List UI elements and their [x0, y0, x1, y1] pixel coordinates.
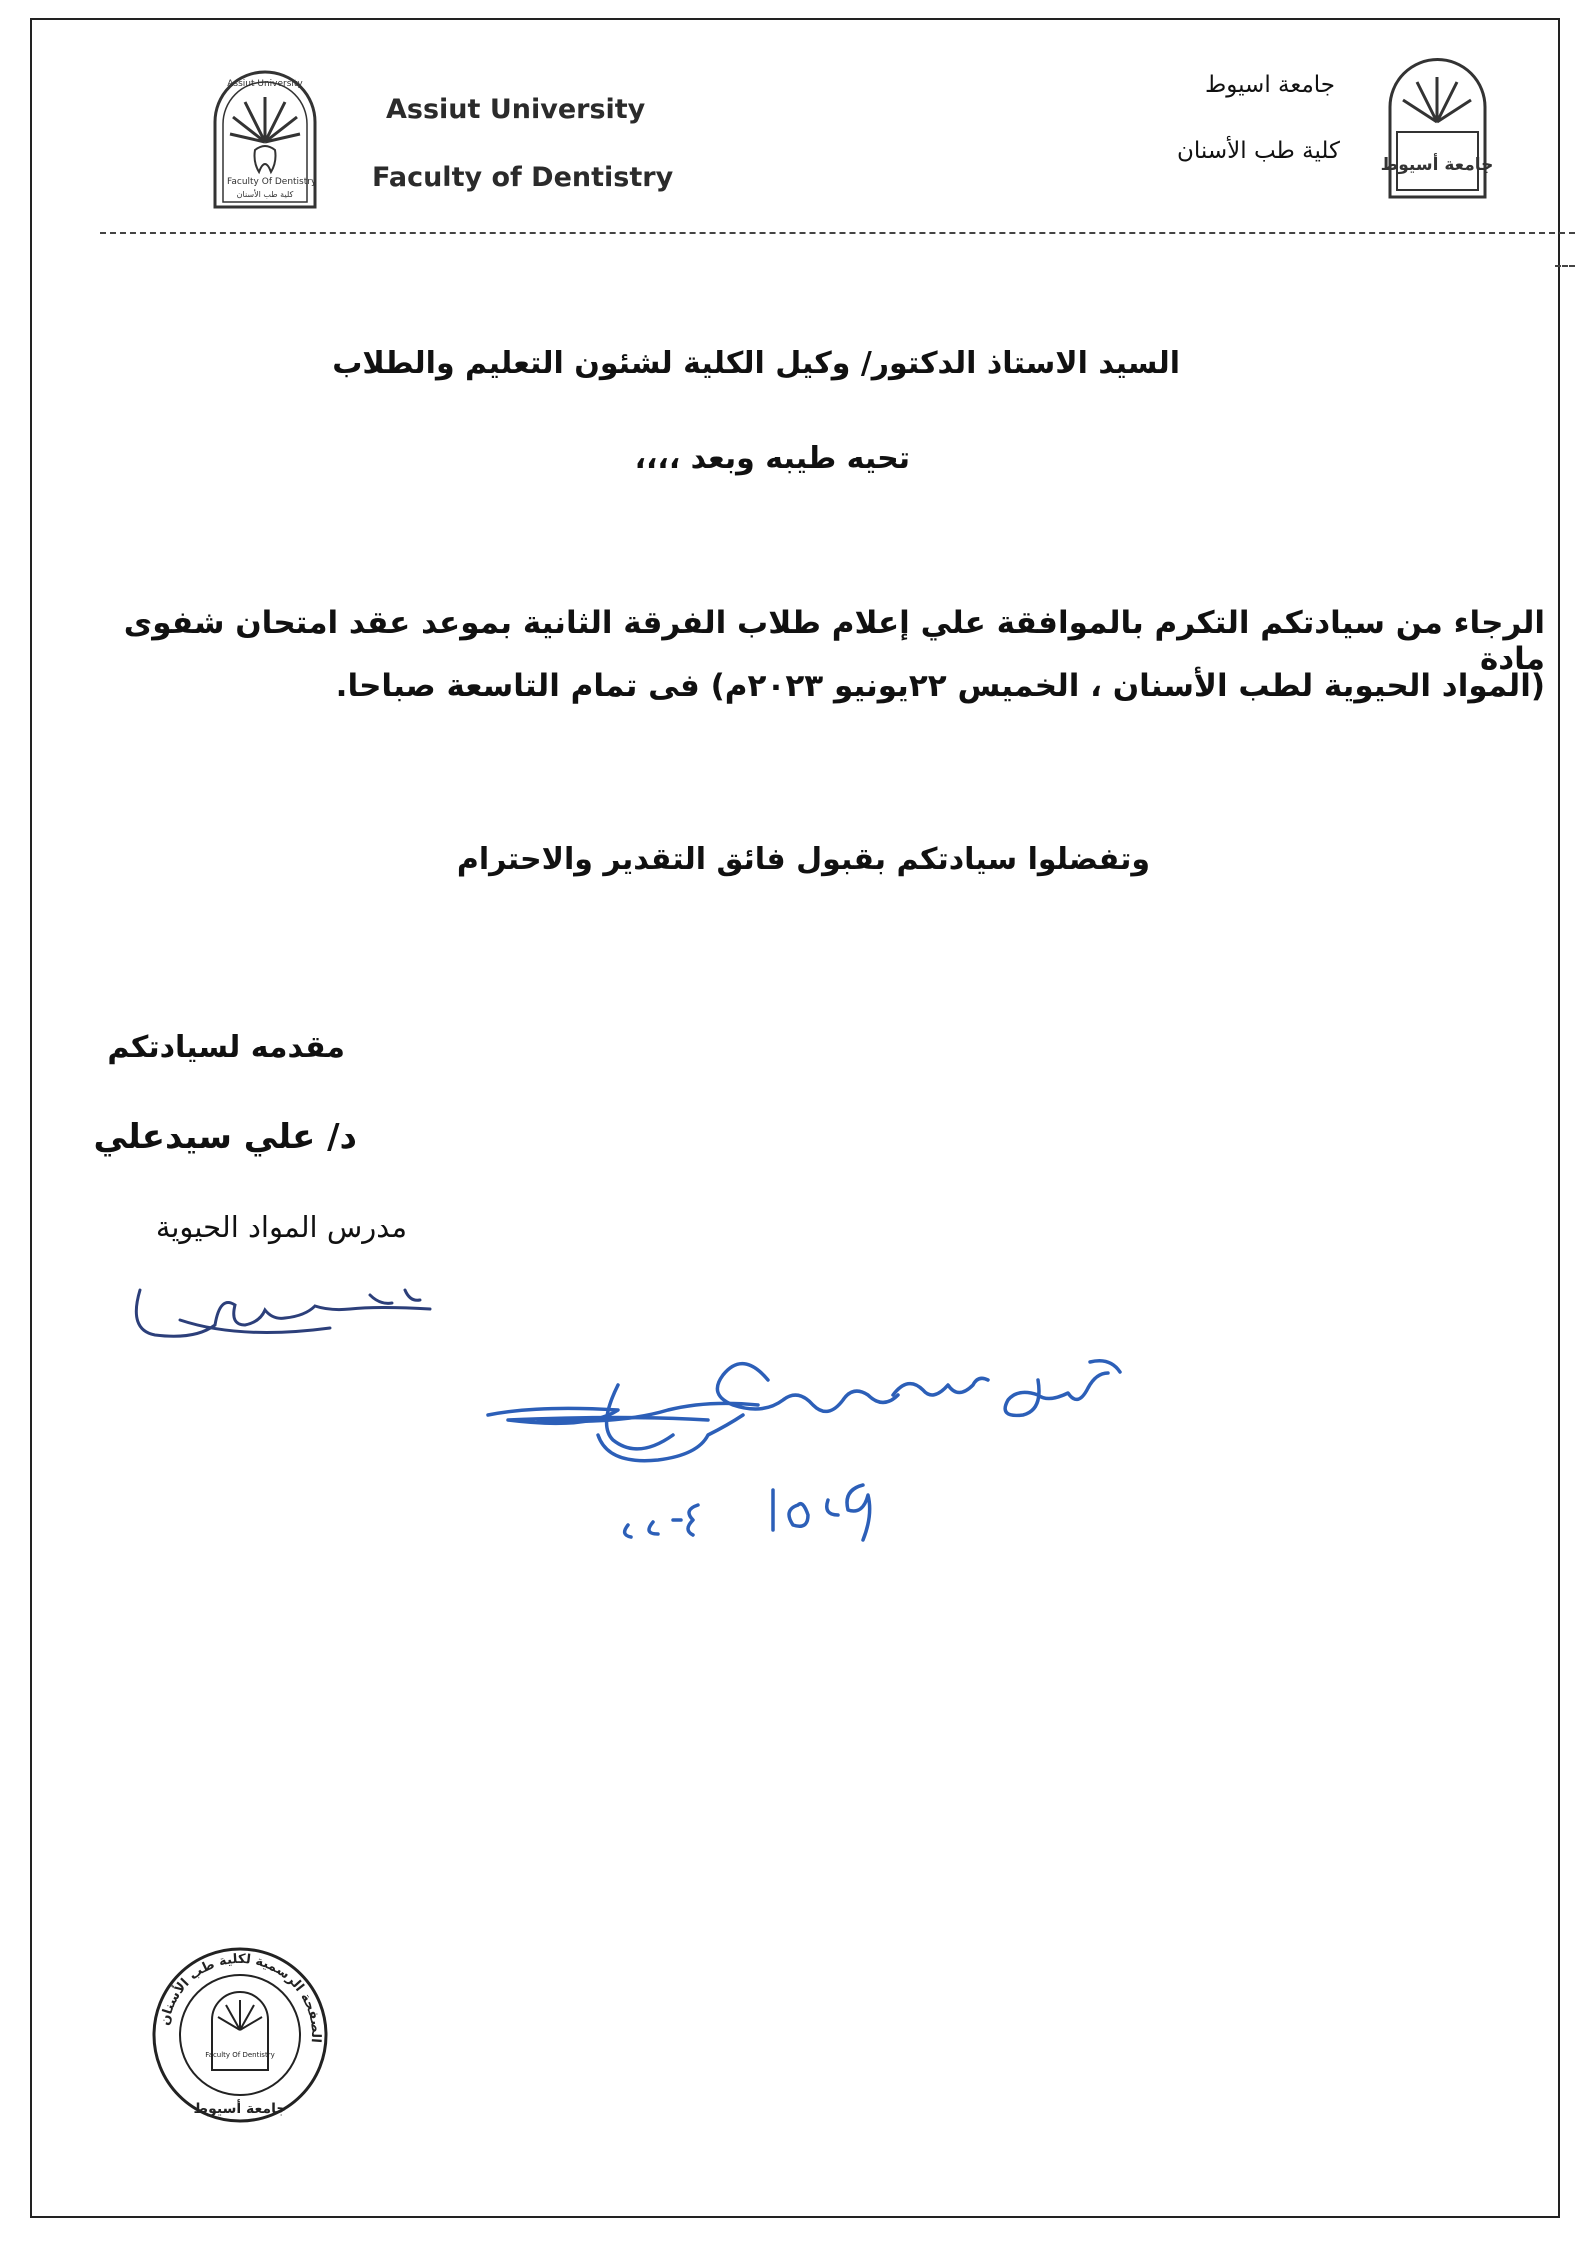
- logo-caption-en: Faculty Of Dentistry: [227, 177, 317, 187]
- logo-caption-ar: كلية طب الأسنان: [236, 190, 294, 199]
- greeting-line: تحيه طيبه وبعد ،،،،: [634, 441, 910, 476]
- sender-signature: [120, 1265, 450, 1355]
- body-line-2: (المواد الحيوية لطب الأسنان ، الخميس ٢٢يونيو ٢٠٢٣م) فى تمام التاسعة صباحا.: [335, 668, 1545, 704]
- stamp-ring-text: الصفحة الرسمية لكلية طب الأسنان: [157, 1951, 324, 2044]
- submitted-by: مقدمه لسيادتكم: [107, 1030, 345, 1065]
- approval-annotation: [478, 1340, 1178, 1570]
- addressee-line: السيد الاستاذ الدكتور/ وكيل الكلية لشئون التعليم والطلاب: [332, 346, 1180, 381]
- assiut-dentistry-logo-icon: [205, 62, 325, 212]
- assiut-university-logo-icon: [1380, 52, 1494, 202]
- faculty-name-ar: كلية طب الأسنان: [1177, 138, 1340, 164]
- body-line-1: الرجاء من سيادتكم التكرم بالموافقة علي إعلام طلاب الفرقة الثانية بموعد عقد امتحان شفوى مادة: [123, 605, 1545, 677]
- logo-right-text: جامعة أسيوط: [1380, 155, 1494, 175]
- faculty-name-en: Faculty of Dentistry: [372, 162, 674, 193]
- closing-line: وتفضلوا سيادتكم بقبول فائق التقدير والاحترام: [456, 842, 1150, 877]
- stamp-bottom-text: جامعة أسيوط: [193, 2101, 287, 2117]
- official-stamp: [150, 1945, 330, 2125]
- logo-arc-text: Assiut University: [227, 79, 303, 89]
- header-divider: [100, 232, 1575, 234]
- university-name-en: Assiut University: [386, 94, 646, 125]
- sender-name: د/ علي سيدعلي: [93, 1117, 357, 1157]
- stamp-inner-caption: Faculty Of Dentistry: [205, 2051, 275, 2059]
- header-divider-tick: [1555, 265, 1575, 267]
- university-name-ar: جامعة اسيوط: [1204, 72, 1335, 98]
- sender-title: مدرس المواد الحيوية: [155, 1210, 407, 1244]
